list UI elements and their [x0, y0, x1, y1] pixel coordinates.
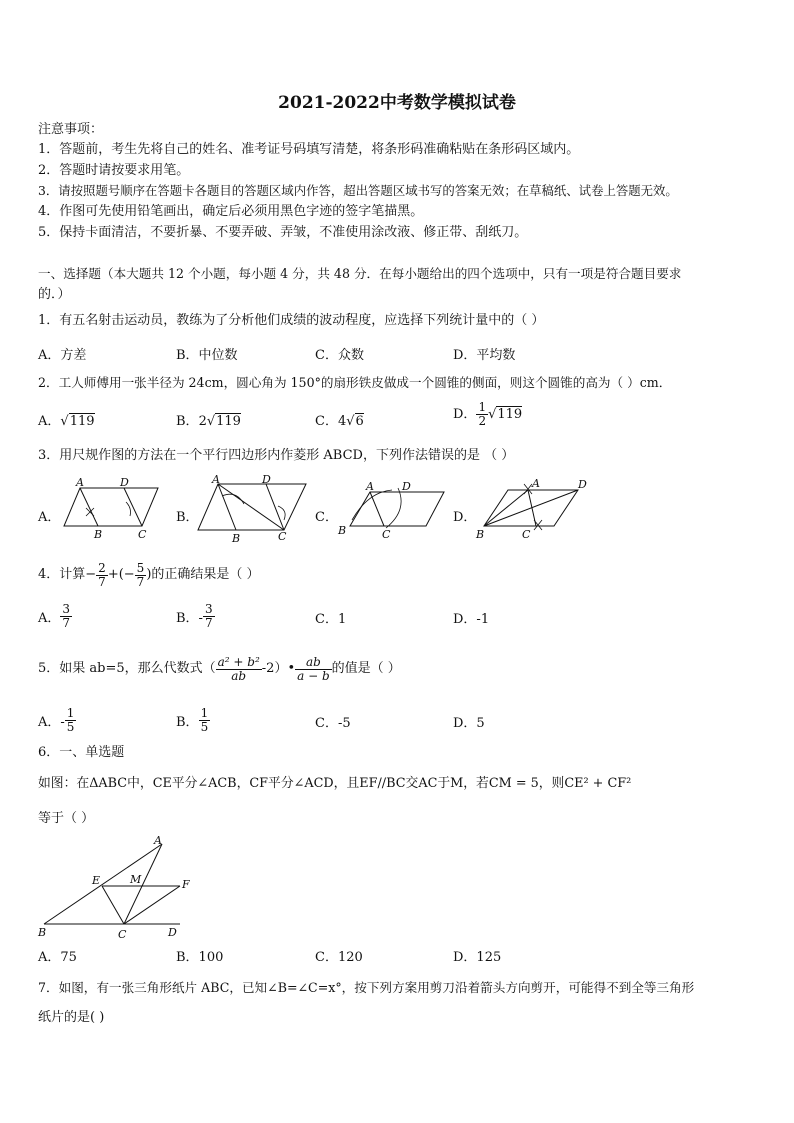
q3-option-a-label[interactable]: A．: [38, 510, 61, 525]
q4-option-d[interactable]: D．-1: [453, 612, 490, 627]
denominator: 5: [66, 719, 75, 734]
numerator: a² + b²: [217, 654, 260, 669]
radicand: 119: [69, 414, 95, 429]
svg-text:D: D: [578, 478, 587, 491]
svg-text:A: A: [366, 480, 374, 493]
q4-stem: [38, 555, 260, 595]
fraction: [60, 603, 72, 630]
svg-text:A: A: [532, 477, 540, 490]
q3-figure-d: [474, 474, 590, 544]
numerator: 1: [200, 705, 209, 720]
fraction: [96, 562, 108, 589]
q4-option-a[interactable]: [38, 598, 72, 634]
svg-text:B: B: [338, 524, 347, 537]
radicand: 119: [216, 414, 241, 429]
option-label: A．-: [38, 714, 65, 730]
point-label: A: [154, 834, 162, 847]
q5-option-a[interactable]: [38, 702, 76, 738]
numerator: 3: [62, 601, 71, 616]
q1-stem: 1．有五名射击运动员，教练为了分析他们成绩的波动程度，应选择下列统计量中的（ ）: [38, 313, 545, 328]
q3-figure-b: [196, 474, 312, 546]
point-label: M: [130, 873, 142, 886]
q1-option-a[interactable]: A．方差: [38, 348, 87, 363]
denominator: a − b: [297, 668, 330, 683]
svg-text:B: B: [94, 528, 103, 541]
denominator: 7: [98, 574, 106, 589]
radicand: 6: [355, 414, 364, 429]
radicand: 119: [497, 407, 523, 422]
denominator: 7: [136, 574, 145, 589]
numerator: 5: [136, 560, 145, 575]
q3-option-c-label[interactable]: C．: [315, 510, 338, 525]
q2-option-b[interactable]: B．2√119: [176, 414, 241, 429]
option-label: A．: [38, 610, 61, 626]
q6-stem-cont: 等于（ ）: [38, 811, 95, 826]
fraction: [476, 401, 488, 428]
q3-figure-c: [334, 478, 450, 544]
svg-text:B: B: [232, 532, 241, 545]
q3-figure-a: [58, 478, 170, 544]
q4-mid: +(−: [107, 567, 135, 582]
point-label: E: [92, 874, 101, 887]
numerator: 3: [204, 601, 213, 616]
point-label: F: [182, 878, 190, 891]
section-heading-cont: 的．）: [38, 287, 71, 302]
q5-suffix: 的值是（ ）: [331, 661, 401, 676]
fraction: [203, 603, 215, 630]
svg-text:A: A: [212, 474, 220, 486]
q6-option-d[interactable]: D．125: [453, 950, 502, 965]
fraction: [216, 656, 262, 683]
q4-option-b[interactable]: [176, 598, 215, 634]
numerator: 2: [98, 560, 106, 575]
option-label: B．: [176, 714, 199, 730]
q5-stem: [38, 649, 401, 689]
denominator: 7: [204, 615, 213, 630]
denominator: 7: [62, 615, 71, 630]
svg-text:D: D: [120, 478, 129, 489]
q5-option-d[interactable]: D．5: [453, 716, 485, 731]
q2-option-c[interactable]: C．4√6: [315, 414, 364, 429]
q4-option-c[interactable]: C．1: [315, 612, 347, 627]
notice-item: 2．答题时请按要求用笔。: [38, 163, 190, 178]
svg-text:B: B: [476, 528, 485, 541]
q7-stem: 7．如图，有一张三角形纸片 ABC，已知∠B=∠C=x°，按下列方案用剪刀沿着箭头方向剪开，可能得不到全等三角形: [38, 980, 695, 995]
svg-text:C: C: [382, 528, 391, 541]
fraction: [199, 707, 211, 734]
option-label: D．: [453, 407, 477, 422]
section-heading: 一、选择题（本大题共 12 个小题，每小题 4 分，共 48 分．在每小题给出的四个选项中，只有一项是符合题目要求: [38, 266, 682, 281]
option-label: B．: [176, 414, 199, 429]
denominator: ab: [231, 668, 247, 683]
exam-title: 2021-2022中考数学模拟试卷: [278, 93, 516, 113]
q1-option-d[interactable]: D．平均数: [453, 348, 516, 363]
svg-text:A: A: [76, 478, 84, 489]
fraction: [295, 656, 332, 683]
notice-item: 3．请按照题号顺序在答题卡各题目的答题区域内作答，超出答题区域书写的答案无效；在草稿纸、试卷上答题无效。: [38, 183, 678, 198]
denominator: 5: [200, 719, 209, 734]
q5-option-b[interactable]: [176, 702, 210, 738]
notice-heading: 注意事项：: [38, 122, 104, 137]
notice-item: 5．保持卡面清洁，不要折暴、不要弄破、弄皱，不准使用涂改液、修正带、刮纸刀。: [38, 225, 528, 240]
q6-option-b[interactable]: B．100: [176, 950, 224, 965]
q3-stem: 3．用尺规作图的方法在一个平行四边形内作菱形 ABCD，下列作法错误的是 （ ）: [38, 448, 515, 463]
q6-heading: 6．一、单选题: [38, 745, 125, 760]
fraction: [65, 707, 77, 734]
numerator: ab: [295, 656, 332, 670]
q6-option-a[interactable]: A．75: [38, 950, 77, 965]
svg-text:C: C: [278, 530, 287, 543]
point-label: C: [118, 928, 127, 941]
q3-option-b-label[interactable]: B．: [176, 510, 199, 525]
numerator: 1: [478, 400, 487, 414]
q3-option-d-label[interactable]: D．: [453, 510, 477, 525]
q6-option-c[interactable]: C．120: [315, 950, 363, 965]
q5-prefix: 5．如果 ab=5，那么代数式（: [38, 661, 216, 676]
svg-text:C: C: [138, 528, 147, 541]
q6-stem: 如图：在ΔABC中，CE平分∠ACB，CF平分∠ACD，且EF//BC交AC于M，若CM = 5，则CE² + CF²: [38, 776, 632, 791]
numerator: 1: [66, 705, 75, 720]
option-label: C．: [315, 414, 338, 429]
q5-option-c[interactable]: C．-5: [315, 716, 351, 731]
coefficient: 4: [337, 414, 347, 429]
svg-text:C: C: [522, 528, 531, 541]
q4-prefix: 4．计算−: [38, 567, 97, 582]
option-label: B．-: [176, 610, 203, 626]
point-label: D: [168, 926, 177, 939]
q4-suffix: )的正确结果是（ ）: [146, 567, 260, 582]
notice-item: 4．作图可先使用铅笔画出，确定后必须用黑色字迹的签字笔描黑。: [38, 204, 424, 219]
q7-stem-cont: 纸片的是( ): [38, 1010, 105, 1025]
denominator: 2: [478, 414, 487, 428]
coefficient: 2: [198, 414, 207, 429]
q2-stem: 2．工人师傅用一张半径为 24cm，圆心角为 150°的扇形铁皮做成一个圆锥的侧面，则这个圆锥的高为（ ）cm．: [38, 375, 672, 390]
fraction: [135, 562, 147, 589]
q2-option-a[interactable]: A．√119: [38, 414, 95, 429]
point-label: B: [38, 926, 47, 939]
q5-mid: -2）•: [261, 661, 296, 676]
q1-option-b[interactable]: B．中位数: [176, 348, 238, 363]
option-label: A．: [38, 414, 61, 429]
q6-figure: [34, 832, 204, 942]
q1-option-c[interactable]: C．众数: [315, 348, 364, 363]
notice-item: 1．答题前，考生先将自己的姓名、准考证号码填写清楚，将条形码准确粘贴在条形码区域内。: [38, 142, 580, 157]
q2-option-d[interactable]: D． $\frac{1}{2}$ √119: [453, 400, 523, 428]
svg-text:D: D: [262, 474, 271, 486]
svg-text:D: D: [402, 480, 411, 493]
